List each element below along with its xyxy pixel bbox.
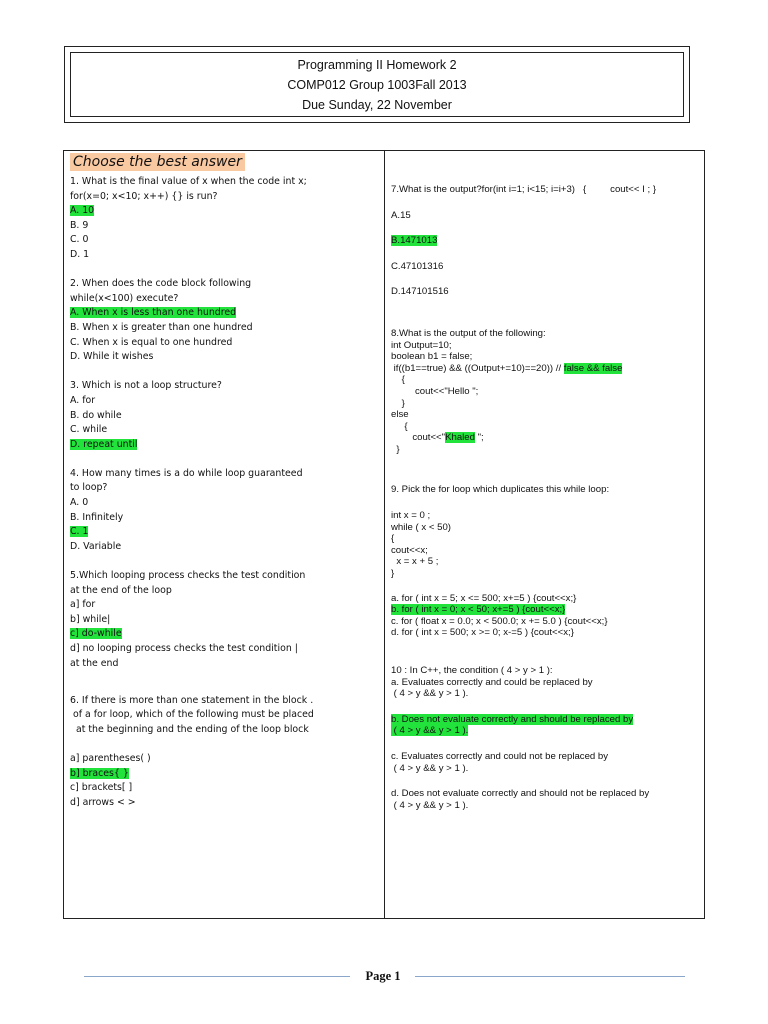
question-text: at the beginning and the ending of the loop block <box>70 723 309 735</box>
answer-option: a. Evaluates correctly and could be replaced by <box>391 676 593 688</box>
code-line: if((b1==true) && ((Output+=10)==20)) // <box>391 362 564 374</box>
question-text: 8.What is the output of the following: <box>391 327 546 339</box>
answer-option: b] while| <box>70 613 111 625</box>
course-title: Programming II Homework 2 <box>297 58 457 72</box>
code-line: boolean b1 = false; <box>391 351 473 363</box>
question-text: 10 : In C++, the condition ( 4 > y > 1 ): <box>391 665 553 677</box>
answer-option: at the end <box>70 657 119 669</box>
answer-option-correct: b] braces{ } <box>70 767 129 779</box>
question-text: 9. Pick the for loop which duplicates this while loop: <box>391 483 610 495</box>
answer-option: d] arrows < > <box>70 796 136 808</box>
question-text: of a for loop, which of the following must be placed <box>70 709 314 721</box>
answer-option: C. When x is equal to one hundred <box>70 336 233 348</box>
answer-option-correct: C. 1 <box>70 526 89 538</box>
answer-option-correct: ( 4 > y && y > 1 ). <box>391 725 469 737</box>
code-line: } <box>391 443 400 455</box>
answer-option: B. Infinitely <box>70 511 124 523</box>
questions-table <box>63 150 705 919</box>
answer-option: B. 9 <box>70 219 89 231</box>
code-line: "; <box>474 432 484 444</box>
answer-option: a] parentheses( ) <box>70 753 151 765</box>
answer-option: ( 4 > y && y > 1 ). <box>391 799 469 811</box>
question-6 <box>70 694 378 811</box>
question-text: 3. Which is not a loop structure? <box>70 380 222 392</box>
code-line: cout<<x; <box>391 544 428 556</box>
question-10 <box>391 665 697 811</box>
code-line: { <box>391 533 395 545</box>
answer-option: B. When x is greater than one hundred <box>70 321 253 333</box>
question-7 <box>391 184 697 298</box>
answer-option: D. 1 <box>70 248 90 260</box>
answer-option: D. While it wishes <box>70 351 154 363</box>
answer-option: ( 4 > y && y > 1 ). <box>391 762 469 774</box>
answer-option-correct: B.1471013 <box>391 235 438 247</box>
question-8 <box>391 328 697 456</box>
question-text: 1. What is the final value of x when the code int x; <box>70 176 307 187</box>
question-text: 6. If there is more than one statement in the block . <box>70 694 314 706</box>
question-5 <box>70 569 378 671</box>
question-9 <box>391 484 697 640</box>
answer-option: A. for <box>70 394 96 406</box>
answer-option: D. Variable <box>70 540 122 552</box>
answer-option: d] no looping process checks the test condition | <box>70 643 298 654</box>
answer-option: a] for <box>70 599 96 611</box>
question-text: 2. When does the code block following <box>70 278 252 290</box>
code-line: } <box>391 568 395 580</box>
column-divider <box>384 151 385 918</box>
header-title-block <box>70 52 684 117</box>
answer-option-correct: c] do-while <box>70 628 122 640</box>
answer-option: C. while <box>70 424 108 436</box>
code-line: int x = 0 ; <box>391 510 431 522</box>
code-line: int Output=10; <box>391 339 452 351</box>
footer-rule-right <box>415 976 685 977</box>
question-text: 5.Which looping process checks the test condition <box>70 570 306 582</box>
course-group: COMP012 Group 1003Fall 2013 <box>287 78 467 92</box>
due-date: Due Sunday, 22 November <box>302 98 452 112</box>
answer-option: c. for ( float x = 0.0; x < 500.0; x += 5.0 ) {cout<<x;} <box>391 615 608 627</box>
answer-option: A.15 <box>391 209 411 221</box>
answer-option: A. 0 <box>70 497 89 509</box>
code-line: { <box>391 420 408 432</box>
footer-rule-left <box>84 976 350 977</box>
answer-option: D.147101516 <box>391 286 449 298</box>
answer-option: ( 4 > y && y > 1 ). <box>391 688 469 700</box>
code-line: cout<<" <box>391 432 446 444</box>
answer-option: C. 0 <box>70 234 89 246</box>
code-line: { <box>391 374 405 386</box>
code-line: x = x + 5 ; <box>391 556 439 568</box>
code-line: cout<<"Hello "; <box>391 385 479 397</box>
annotation-correct: false && false <box>563 362 623 374</box>
code-line: else <box>391 409 409 421</box>
question-1 <box>70 175 378 263</box>
answer-option: c] brackets[ ] <box>70 782 133 794</box>
answer-option-correct: b. for ( int x = 0; x < 50; x+=5 ) {cout<<x;} <box>391 604 566 616</box>
question-text: for(x=0; x<10; x++) {} is run? <box>70 190 218 202</box>
right-column <box>391 151 697 811</box>
question-4 <box>70 467 378 555</box>
code-line: while ( x < 50) <box>391 521 451 533</box>
answer-option-correct: b. Does not evaluate correctly and should be replaced by <box>391 713 634 725</box>
question-text: to loop? <box>70 482 108 494</box>
answer-option: C.47101316 <box>391 260 444 272</box>
question-text: 7.What is the output?for(int i=1; i<15; i=i+3) { cout<< I ; } <box>391 184 657 195</box>
code-line: } <box>391 397 405 409</box>
question-text: at the end of the loop <box>70 584 172 596</box>
question-2 <box>70 277 378 365</box>
left-column <box>70 151 378 811</box>
answer-option: c. Evaluates correctly and could not be replaced by <box>391 751 609 762</box>
answer-correct: Khaled <box>445 432 475 444</box>
question-3 <box>70 379 378 452</box>
answer-option: d. Does not evaluate correctly and should not be replaced by <box>391 788 650 800</box>
question-text: 4. How many times is a do while loop guaranteed <box>70 467 303 479</box>
answer-option: a. for ( int x = 5; x <= 500; x+=5 ) {cout<<x;} <box>391 592 577 604</box>
answer-option-correct: A. When x is less than one hundred <box>70 307 237 319</box>
section-title: Choose the best answer <box>70 153 245 171</box>
question-text: while(x<100) execute? <box>70 292 179 304</box>
answer-option-correct: D. repeat until <box>70 438 138 450</box>
page-number: Page 1 <box>365 969 401 983</box>
answer-option: d. for ( int x = 500; x >= 0; x-=5 ) {cout<<x;} <box>391 627 574 639</box>
answer-option-correct: A. 10 <box>70 205 95 217</box>
header-box <box>64 46 690 123</box>
answer-option: B. do while <box>70 409 122 421</box>
